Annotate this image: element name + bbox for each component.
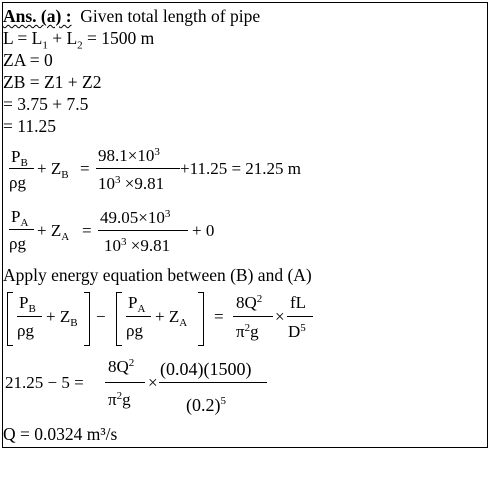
eq1-rhs-num: $98.1\times 10^3$ [98,146,160,165]
eq4-c-bar [105,382,145,383]
eq3-c-den: $\pi^2g$ [236,322,259,341]
eq3-equals: = [214,307,224,326]
eq1-equals: = [80,159,90,178]
eq4-c-num: $8Q^2$ [108,357,135,376]
eq3-b-num: $P_B$ [19,293,36,315]
eq1-num: $P_B$ [11,147,28,169]
eq3-right-bracket-b [84,292,90,346]
eq4-d-num: (0.04)(1500) [160,359,252,379]
given-text: Given total length of pipe [80,6,261,26]
eq3-d-num: fL [290,293,307,312]
answer-header [3,6,260,26]
eq4-c-den: $\pi^2g$ [108,390,131,409]
eq3-b-den: ρg [17,321,34,340]
answer-label: Ans. (a) : [3,6,72,26]
eq3-a-bar [126,316,151,317]
eq1-tail: +11.25 = 21.25 m [180,159,302,178]
result-line: = 11.25 [3,116,56,136]
eq3-d-den: $D^5$ [288,322,306,341]
eq4-times: × [148,373,158,392]
za-line: ZA = 0 [3,50,53,70]
eq1-rhs-bar [96,168,180,169]
eq1-fraction-bar [9,168,34,169]
eq2-z: + $Z_A$ [37,221,70,243]
eq4-lhs: 21.25 − 5 = [5,373,84,392]
eq4-d-den: $(0.2)^5$ [186,395,226,415]
eq3-b-z: + $Z_B$ [46,307,78,329]
eq2-den: ρg [9,234,26,253]
length-lhs: L = L [3,28,43,48]
eq3-minus: − [96,307,106,326]
eq3-c-bar [233,316,273,317]
eq2-rhs-bar [98,230,188,231]
sum-line: = 3.75 + 7.5 [3,94,89,114]
eq2-rhs-den: $10^3 \times 9.81$ [104,236,171,255]
apply-line: Apply energy equation between (B) and (A) [3,265,312,285]
eq2-num: $P_A$ [11,207,29,229]
eq3-d-bar [287,316,313,317]
eq3-right-bracket-a [198,292,204,346]
length-value: = 1500 m [82,28,155,48]
eq2-equals: = [82,221,92,240]
eq1-den: ρg [9,173,26,192]
eq1-z: + $Z_B$ [37,159,69,181]
eq3-a-z: + $Z_A$ [155,307,188,329]
eq1-rhs-den: $10^3 \times 9.81$ [98,174,165,193]
final-answer: Q = 0.0324 m³/s [3,424,118,444]
eq3-a-num: $P_A$ [128,293,146,315]
eq3-b-bar [17,316,42,317]
eq2-tail: + 0 [192,221,215,240]
eq3-times: × [275,307,285,326]
length-plus: + L [47,28,78,48]
eq2-fraction-bar [9,229,34,230]
length-line: $L = L_1 + L_2 = 1500$ m [3,28,155,52]
eq2-rhs-num: $49.05\times 10^3$ [100,208,171,227]
eq3-left-bracket-a [116,292,122,346]
zb-line: ZB = Z1 + Z2 [3,72,102,92]
eq4-d-bar [159,382,267,383]
eq3-c-num: $8Q^2$ [236,293,263,312]
eq3-a-den: ρg [126,321,143,340]
eq3-left-bracket-b [7,292,13,346]
